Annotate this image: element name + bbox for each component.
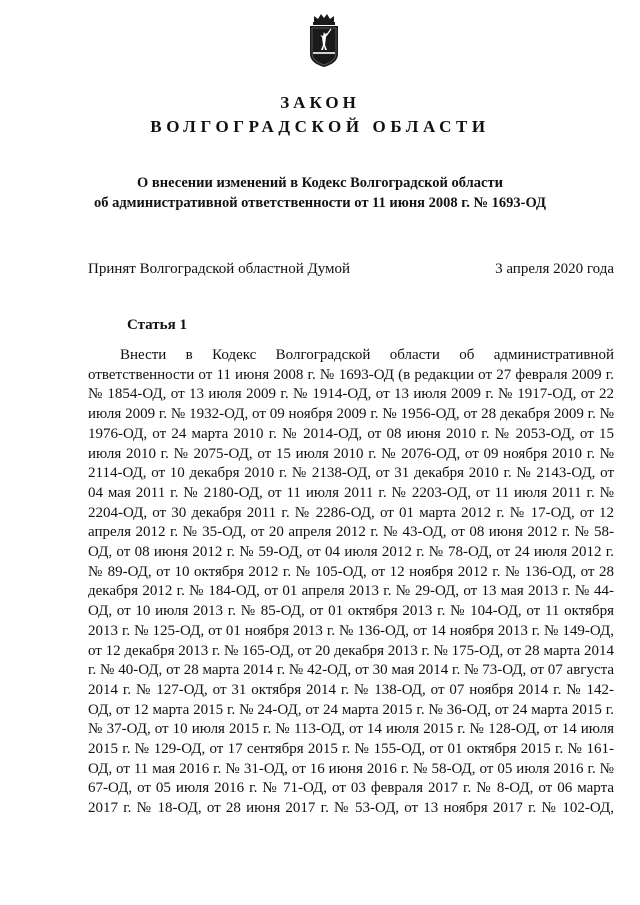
law-subject-line-1: О внесении изменений в Кодекс Волгоградской области (137, 175, 503, 191)
article-body-text: Внести в Кодекс Волгоградской области об административной ответственности от 11 июня 2008 г. № 1693-ОД (в редакции от 27 февраля 2009 г. № 1854-ОД, от 13 июля 2009 г. № 1914-ОД, от 13 июля 2009 г. № 1917-ОД, от 22 июля 2009 г. № 1932-ОД, от 09 ноября 2009 г. № 1956-ОД, от 28 декабря 2009 г. № 1976-ОД, от 24 марта 2010 г. № 2014-ОД, от 08 июня 2010 г. № 2053-ОД, от 15 июля 2010 г. № 2075-ОД, от 15 июля 2010 г. № 2076-ОД, от 09 ноября 2010 г. № 2114-ОД, от 10 декабря 2010 г. № 2138-ОД, от 31 декабря 2010 г. № 2143-ОД, от 04 мая 2011 г. № 2180-ОД, от 11 июля 2011 г. № 2203-ОД, от 11 июля 2011 г. № 2204-ОД, от 30 декабря 2011 г. № 2286-ОД, от 01 марта 2012 г. № 17-ОД, от 12 апреля 2012 г. № 35-ОД, от 20 апреля 2012 г. № 43-ОД, от 08 июня 2012 г. № 58-ОД, от 08 июня 2012 г. № 59-ОД, от 04 июля 2012 г. № 78-ОД, от 24 июля 2012 г. № 89-ОД, от 10 октября 2012 г. № 105-ОД, от 12 ноября 2012 г. № 136-ОД, от 28 декабря 2012 г. № 184-ОД, от 01 апреля 2013 г. № 29-ОД, от 13 мая 2013 г. № 44-ОД, от 10 июля 2013 г. № 85-ОД, от 01 октября 2013 г. № 104-ОД, от 11 октября 2013 г. № 125-ОД, от 01 ноября 2013 г. № 136-ОД, от 14 ноября 2013 г. № 149-ОД, от 12 декабря 2013 г. № 165-ОД, от 20 декабря 2013 г. № 175-ОД, от 28 марта 2014 г. № 40-ОД, от 28 марта 2014 г. № 42-ОД, от 30 мая 2014 г. № 73-ОД, от 07 августа 2014 г. № 127-ОД, от 31 октября 2014 г. № 138-ОД, от 07 ноября 2014 г. № 142-ОД, от 12 марта 2015 г. № 24-ОД, от 24 марта 2015 г. № 36-ОД, от 24 марта 2015 г. № 37-ОД, от 10 июля 2015 г. № 113-ОД, от 14 июля 2015 г. № 128-ОД, от 14 июля 2015 г. № 129-ОД, от 17 сентября 2015 г. № 155-ОД, от 01 октября 2015 г. № 161-ОД, от 11 мая 2016 г. № 31-ОД, от 16 июня 2016 г. № 58-ОД, от 05 июля 2016 г. № 67-ОД, от 05 июля 2016 г. № 71-ОД, от 03 февраля 2017 г. № 8-ОД, от 06 марта 2017 г. № 18-ОД, от 28 июня 2017 г. № 53-ОД, от 13 ноября 2017 г. № 102-ОД, (88, 347, 614, 817)
adopting-body: Принят Волгоградской областной Думой (88, 261, 351, 277)
region-title: ВОЛГОГРАДСКОЙ ОБЛАСТИ (150, 117, 490, 136)
article-heading: Статья 1 (127, 317, 187, 333)
coat-of-arms-icon (305, 12, 343, 70)
law-subject-line-2: об административной ответственности от 11 июня 2008 г. № 1693-ОД (93, 195, 547, 211)
adoption-line (88, 261, 614, 278)
adoption-date: 3 апреля 2020 года (495, 261, 614, 277)
law-title: ЗАКОН (280, 93, 360, 112)
law-subject (0, 173, 640, 213)
